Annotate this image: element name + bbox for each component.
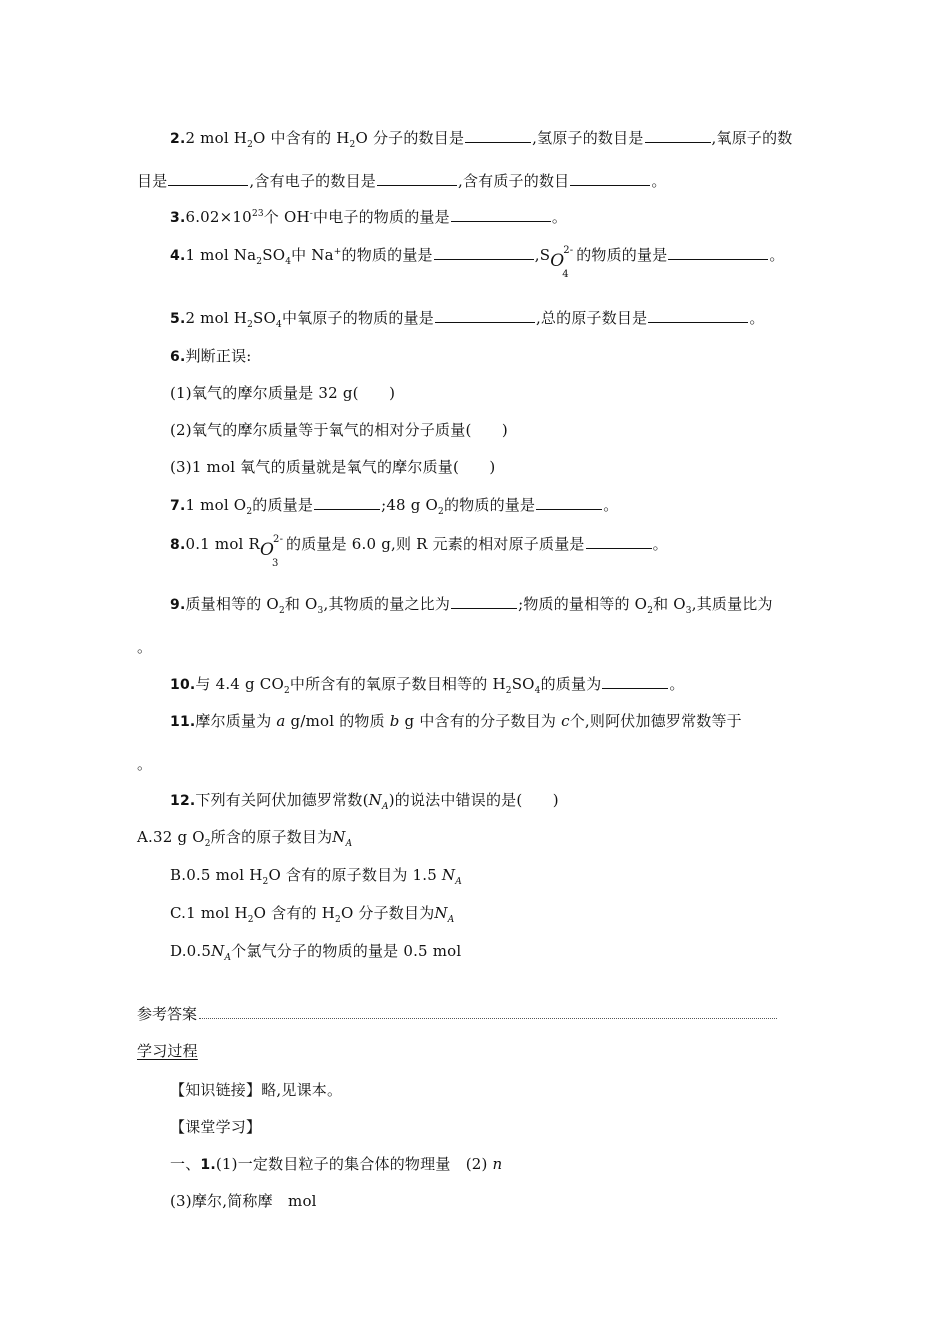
question-6-item-2: (2)氧气的摩尔质量等于氧气的相对分子质量( ): [170, 421, 508, 439]
question-11-line-1: 11.摩尔质量为 a g/mol 的物质 b g 中含有的分子数目为 c个,则阿伏加德罗常数等于: [170, 712, 742, 730]
question-2-line-2: 目是 ,含有电子的数目是 ,含有质子的数目 。: [137, 172, 667, 190]
question-2-line-1: 2.2 mol $H_2O$ 中含有的 $H_2O$ 分子的数目是 ,氢原子的数目是 ,氧原子的数: [170, 129, 793, 150]
question-6-item-1: (1)氧气的摩尔质量是 32 g( ): [170, 384, 396, 402]
option-c[interactable]: C.1 mol $H_2O$ 含有的 $H_2O$ 分子数目为$N_A$: [170, 904, 455, 925]
question-11-line-2: 。: [137, 755, 153, 773]
answer-blank[interactable]: [377, 171, 457, 186]
answer-blank[interactable]: [668, 245, 768, 260]
dotted-leader: [199, 1004, 777, 1019]
answer-blank[interactable]: [451, 207, 551, 222]
answer-blank[interactable]: [314, 495, 380, 510]
answer-blank[interactable]: [465, 128, 531, 143]
answer-blank[interactable]: [451, 594, 517, 609]
question-5: 5.2 mol $H_2SO_4$中氧原子的物质的量是 ,总的原子数目是 。: [170, 309, 765, 330]
answer-blank[interactable]: [648, 308, 748, 323]
answer-1: 一、1.(1)一定数目粒子的集合体的物理量 (2) n: [170, 1155, 503, 1173]
question-4: 4.1 mol $Na_2SO_4$中 Na+的物质的量是 ,S O 4 2- 的物质的量是 。: [170, 245, 785, 280]
question-7: 7.1 mol $O_2$的质量是 ;48 g $O_2$的物质的量是 。: [170, 496, 619, 517]
answer-1-3: (3)摩尔,简称摩 mol: [170, 1192, 317, 1210]
question-3: $3.6.02\times 10^{23}$个 OH-中电子的物质的量是 。: [170, 208, 568, 226]
option-a[interactable]: A.32 g $O_2$所含的原子数目为$N_A$: [137, 828, 353, 849]
question-6-item-3: (3)1 mol 氧气的质量就是氧气的摩尔质量( ): [170, 458, 496, 476]
knowledge-link: 【知识链接】略,见课本。: [170, 1081, 343, 1099]
question-9-line-1: 9.质量相等的 $O_2$和 $O_3$,其物质的量之比为 ;物质的量相等的 $O_2$和 $O_3$,其质量比为: [170, 595, 773, 616]
answer-blank[interactable]: [434, 245, 534, 260]
answer-blank[interactable]: [602, 674, 668, 689]
answer-blank[interactable]: [570, 171, 650, 186]
answer-blank[interactable]: [536, 495, 602, 510]
question-9-line-2: 。: [137, 638, 153, 656]
question-10: 10.与 4.4 g $CO_2$中所含有的氧原子数目相等的 $H_2SO_4$的质量为 。: [170, 675, 685, 696]
answers-heading: 参考答案: [137, 1003, 777, 1025]
option-d[interactable]: $D.0.5N_A$个氯气分子的物质的量是 0.5 mol: [170, 942, 462, 963]
sulfate-ion-formula: O 4 2-: [550, 245, 574, 280]
question-6-title: 6.判断正误:: [170, 347, 252, 365]
answer-blank[interactable]: [645, 128, 711, 143]
ro3-ion-formula: O 3 2-: [260, 534, 284, 569]
answer-blank[interactable]: [586, 534, 652, 549]
classroom-heading: 【课堂学习】: [170, 1118, 262, 1136]
option-b[interactable]: B.0.5 mol $H_2O$ 含有的原子数目为 1.5 $N_A$: [170, 866, 462, 887]
question-12: 12.下列有关阿伏加德罗常数$(N_A)$的说法中错误的是( ): [170, 791, 559, 812]
answer-blank[interactable]: [168, 171, 248, 186]
section-title: 学习过程: [137, 1042, 198, 1060]
answer-blank[interactable]: [435, 308, 535, 323]
question-8: 8.0.1 mol R O 3 2- 的质量是 6.0 g,则 R 元素的相对原子质量是 。: [170, 534, 668, 569]
